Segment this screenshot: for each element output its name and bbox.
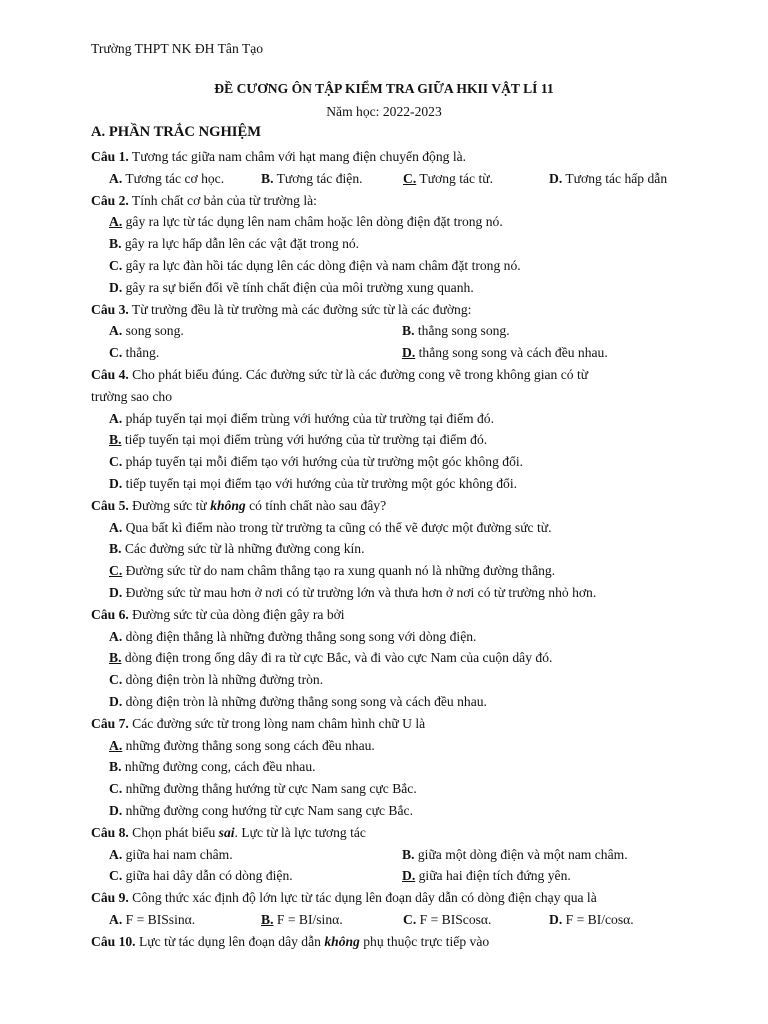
option-text: những đường cong, cách đều nhau. [121,759,316,775]
document-title: ĐỀ CƯƠNG ÔN TẬP KIỂM TRA GIỮA HKII VẬT LÍ 11 [214,81,554,96]
option-letter: A. [109,214,123,230]
answer-row [91,538,691,560]
question-stem [91,713,691,735]
option-letter: A. [109,170,123,186]
option-text: gây ra lực hấp dẫn lên các vật đặt trong nó. [121,236,360,252]
answer-row [91,560,691,582]
option-text: thẳng song song và cách đều nhau. [415,345,608,361]
option-text: pháp tuyến tại mỗi điểm tạo với hướng của từ trường một góc không đổi. [122,454,524,470]
option-text: pháp tuyến tại mọi điểm trùng với hướng của từ trường tại điểm đó. [122,410,494,426]
option-letter: D. [402,868,416,884]
option-letter: C. [109,454,123,470]
option-text: thẳng. [122,345,160,361]
question-text: . Lực từ là lực tương tác [234,824,366,840]
option-letter: D. [549,170,563,186]
question-continuation [91,386,691,408]
answer-option [109,781,417,796]
answer-row [91,735,691,757]
option-letter: B. [261,170,274,186]
option-letter: B. [109,650,122,666]
option-letter: C. [403,170,417,186]
answer-row [91,778,691,800]
question-number: Câu 4. [91,366,129,382]
answer-row [91,756,691,778]
answer-row [91,517,691,539]
option-letter: A. [109,628,123,644]
option-text: Tương tác cơ học. [122,170,225,186]
option-letter: D. [109,802,123,818]
answer-row [91,255,691,277]
section-heading: A. PHẦN TRẮC NGHIỆM [91,124,261,140]
school-name: Trường THPT NK ĐH Tân Tạo [91,41,264,56]
question-stem [91,299,691,321]
question-number: Câu 5. [91,497,129,513]
answer-option [549,168,667,190]
answer-row [91,320,691,342]
question-number: Câu 1. [91,149,129,164]
option-text: Tương tác từ. [416,170,494,186]
answer-option [403,909,491,931]
option-letter: D. [549,911,563,927]
option-letter: A. [109,323,123,339]
answer-option [109,844,233,866]
answer-option [549,909,634,931]
answer-row [91,277,691,299]
question-text: Cho phát biểu đúng. Các đường sức từ là các đường cong vẽ trong không gian có từ [128,366,589,382]
answer-row [91,691,691,713]
option-letter: C. [109,563,123,579]
option-letter: B. [109,432,122,448]
option-text: những đường thẳng song song cách đều nhau. [122,737,375,753]
option-text: F = BI/cosα. [562,911,634,927]
option-letter: C. [109,257,123,273]
answer-row [91,342,691,364]
answer-option [109,320,184,342]
question-stem [91,190,691,212]
question-text: có tính chất nào sau đây? [245,497,387,513]
answer-row [91,408,691,430]
emphasis-word: sai [218,824,235,840]
option-letter: B. [261,911,274,927]
question-text: Tương tác giữa nam châm với hạt mang điện chuyển động là. [128,149,467,164]
question-text: Công thức xác định độ lớn lực từ tác dụng lên đoạn dây dẫn có dòng điện chạy qua là [128,890,597,906]
answer-row [91,844,691,866]
option-letter: C. [109,672,123,688]
question-text: Đường sức từ [128,497,211,513]
answer-row [91,451,691,473]
option-text: F = BISsinα. [122,911,196,927]
question-stem [91,887,691,909]
option-text: những đường cong hướng từ cực Nam sang cực Bắc. [122,802,413,818]
option-letter: A. [109,737,123,753]
answer-row [91,582,691,604]
option-text: gây ra lực từ tác dụng lên nam châm hoặc lên dòng điện đặt trong nó. [122,214,503,230]
option-letter: D. [109,279,123,295]
option-text: gây ra sự biến đổi về tính chất điện của môi trường xung quanh. [122,279,474,295]
option-text: F = BI/sinα. [273,911,343,927]
option-letter: B. [109,236,122,252]
answer-option [261,909,343,931]
option-letter: C. [109,868,123,884]
answer-option [109,258,521,273]
question-text: Lực từ tác dụng lên đoạn dây dẫn [135,933,325,949]
question-text: Từ trường đều là từ trường mà các đường sức từ là các đường: [128,301,472,317]
answer-option [109,759,316,774]
question-number: Câu 6. [91,606,129,622]
answer-option [109,432,487,447]
answer-option [109,411,494,426]
question-number: Câu 9. [91,890,129,906]
option-text: tiếp tuyến tại mọi điểm tạo với hướng của từ trường một góc không đổi. [122,475,518,491]
answer-row [91,429,691,451]
answer-option [402,320,510,342]
option-text: Các đường sức từ là những đường cong kín. [121,541,365,557]
answer-option [402,844,628,866]
answer-option [109,214,503,229]
option-text: giữa hai điện tích đứng yên. [415,868,571,884]
option-letter: C. [109,781,123,797]
answer-option [261,168,363,190]
option-text: song song. [122,323,184,339]
answer-option [109,650,552,665]
answer-option [109,454,523,469]
option-text: Đường sức từ do nam châm thẳng tạo ra xung quanh nó là những đường thẳng. [122,563,556,579]
answer-option [402,865,571,887]
option-letter: C. [109,345,123,361]
question-list [91,146,691,952]
question-text: phụ thuộc trực tiếp vào [359,933,490,949]
answer-option [109,236,359,251]
option-text: tiếp tuyến tại mọi điểm trùng với hướng của từ trường tại điểm đó. [121,432,488,448]
school-year: Năm học: 2022-2023 [326,104,442,119]
question-text: Chọn phát biểu [128,824,219,840]
answer-option [109,168,224,190]
question-text: Đường sức từ của dòng điện gây ra bởi [128,606,345,622]
option-letter: B. [109,759,122,775]
answer-option [402,342,608,364]
option-text: Tương tác hấp dẫn [562,170,668,186]
answer-row [91,865,691,887]
option-text: dòng điện tròn là những đường tròn. [122,672,324,688]
option-letter: A. [109,519,123,535]
option-letter: A. [109,846,123,862]
answer-row [91,473,691,495]
option-letter: D. [109,475,123,491]
option-text: Đường sức từ mau hơn ở nơi có từ trường lớn và thưa hơn ở nơi có từ trường nhỏ hơn. [122,584,597,600]
question-stem [91,931,691,953]
question-stem [91,146,691,168]
emphasis-word: không [210,497,246,513]
answer-option [109,865,293,887]
question-number: Câu 8. [91,824,129,840]
question-stem [91,822,691,844]
option-text: giữa một dòng điện và một nam châm. [414,846,628,862]
answer-option [109,342,159,364]
option-text: gây ra lực đàn hồi tác dụng lên các dòng điện và nam châm đặt trong nó. [122,257,521,273]
question-number: Câu 3. [91,301,129,317]
question-number: Câu 10. [91,933,136,949]
question-stem [91,604,691,626]
option-letter: A. [109,911,123,927]
emphasis-word: không [324,933,360,949]
answer-option [109,738,375,753]
option-text: F = BIScosα. [416,911,492,927]
option-letter: A. [109,410,123,426]
answer-row [91,909,691,931]
option-letter: C. [403,911,417,927]
option-letter: B. [109,541,122,557]
option-letter: B. [402,846,415,862]
answer-row [91,626,691,648]
answer-option [109,280,474,295]
option-text: giữa hai dây dẫn có dòng điện. [122,868,293,884]
option-letter: D. [109,584,123,600]
option-text: Tương tác điện. [273,170,363,186]
option-text: những đường thẳng hướng từ cực Nam sang cực Bắc. [122,781,417,797]
option-text: giữa hai nam châm. [122,846,233,862]
answer-row [91,168,691,190]
answer-option [109,585,596,600]
question-number: Câu 7. [91,715,129,731]
answer-option [109,541,364,556]
option-text: dòng điện trong ống dây đi ra từ cực Bắc, và đi vào cực Nam của cuộn dây đó. [121,650,553,666]
answer-option [109,803,413,818]
question-text: Các đường sức từ trong lòng nam châm hình chữ U là [128,715,426,731]
option-text: thẳng song song. [414,323,510,339]
answer-row [91,647,691,669]
answer-option [109,629,476,644]
option-letter: B. [402,323,415,339]
answer-row [91,233,691,255]
question-text: Tính chất cơ bản của từ trường là: [128,192,317,208]
answer-option [109,909,195,931]
option-letter: D. [109,693,123,709]
answer-option [109,476,517,491]
answer-row [91,669,691,691]
option-text: Qua bất kì điểm nào trong từ trường ta cũng có thể vẽ được một đường sức từ. [122,519,552,535]
answer-option [109,694,487,709]
question-stem [91,364,691,386]
answer-option [109,672,323,687]
option-letter: D. [402,345,416,361]
answer-option [403,168,493,190]
question-text: trường sao cho [91,388,172,404]
answer-option [109,563,555,578]
answer-option [109,520,552,535]
option-text: dòng điện thẳng là những đường thẳng song song với dòng điện. [122,628,477,644]
question-stem [91,495,691,517]
answer-row [91,800,691,822]
question-number: Câu 2. [91,192,129,208]
answer-row [91,211,691,233]
option-text: dòng điện tròn là những đường thẳng song song và cách đều nhau. [122,693,487,709]
